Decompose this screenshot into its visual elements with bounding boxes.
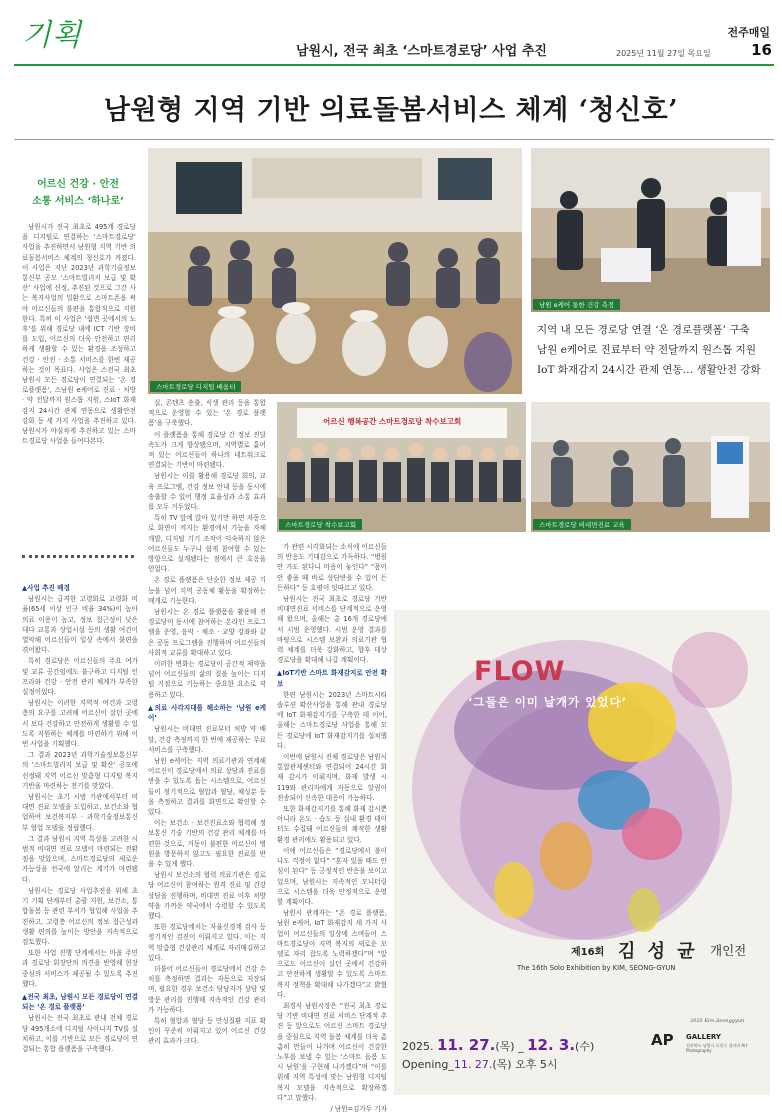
opening-label: Opening_ (402, 1058, 454, 1071)
body-column-1 (22, 580, 138, 1100)
body-paragraph: 실, 콘텐츠 송출, 식생 관리 등을 통합적으로 운영할 수 있는 ‘온 경로 플랫폼’을 구축했다. (148, 399, 266, 428)
body-paragraph: 남원시는 이를 활용해 경로당 회의, 교육 프로그램, 건강 정보 안내 등을 동시에 송출할 수 있어 행정 효율성과 소통 효과를 모두 거두었다. (148, 472, 266, 512)
poster-title: FLOW (474, 656, 566, 687)
body-paragraph: 그 결과 남원시 지역 특성을 고려한 시범적 비대면 진료 모델이 마련되는 전환점을 맞았으며, 스마트경로당의 새로운 가능성을 전국에 알리는 계기가 마련됐다. (22, 834, 138, 884)
poster-show-type: 개인전 (710, 943, 747, 958)
body-paragraph: 남원시는 급격한 고령화로 고령화 비율(65세 이상 인구 비율 34%)이 높아 의료 이용이 높고, 정보 접근성이 낮은 데다 교통과 상업시설 등의 생활 여건이 열악해 어르신들이 일상 속에서 불편을 겪어왔다. (22, 595, 138, 655)
photo-caption: 스마트경로당 착수보고회 (279, 519, 362, 530)
lead-text (22, 222, 136, 548)
body-paragraph: 남원시 관계자는 “온 경로 플랫폼, 남원 e케어, IoT 화재감지 세 가지 사업이 어르신들의 일상에 스며들어 스마트경로당이 지역 복지의 새로운 모델로 자리 잡도록 노력하겠다”며 “앞으로도 어르신이 살던 곳에서 건강하고 안전하게 생활할 수 있도록 스마트 복지 정책을 확대해 나가겠다”고 밝혔다. (277, 909, 387, 999)
poster-subtitle: ‘그들은 이미 날개가 있었다’ (468, 695, 627, 709)
body-paragraph: 남원시는 이러한 지역적 여건과 고령층의 요구를 고려해 어르신이 살던 곳에서 보다 건강하고 안전하게 생활할 수 있도록 지원하는 체계를 마련하기 위해 이번 사업을 기획했다. (22, 699, 138, 749)
period-prefix: 2025. (402, 1040, 434, 1053)
reporter-byline: / 남원=김가두 기자 (330, 1104, 387, 1113)
poster-edition: 제16회 (571, 947, 605, 958)
newspaper-name: 전주매일 (727, 26, 770, 39)
period-separator: _ (518, 1040, 524, 1053)
section-subhead: ▲IoT기반 스마트 화재감지로 안전 확보 (277, 669, 387, 688)
subhead-platform: 지역 내 모든 경로당 연결 ‘온 경로플랫폼’ 구축 (537, 324, 750, 336)
body-paragraph: 최경식 남원시장은 “전국 최초 경로당 기반 비대면 진료 서비스 단계적 추진 등 앞으로도 어르신 스마트 경로당을 중심으로 지역 돌봄 체계를 더욱 촘촘히 만들어 나가며 어르신이 건강한 노후를 보낼 수 있는 ‘스마트 돌봄 도시 남원’을 구현해 나가겠다”며 “이를 위해 지역 특성에 맞는 남원형 디지털 복지 모델을 지속적으로 확장하겠다”고 말했다. (277, 1001, 387, 1102)
body-paragraph: 가 관련 시각화되는 소식에 어르신들의 반응도 기대감으로 가득하다. “병원 안 가도 된다니 마음이 놓인다” “몸이 안 좋을 때 바로 상담받을 수 있어 든든하다” 등 호평이 잇따르고 있다. (277, 543, 387, 592)
body-paragraph: 또한 화재감지기를 통해 화재 감시뿐 아니라 온도 · 습도 등 실내 환경 데이터도 수집돼 어르신들의 쾌적한 생활 환경 관리에도 활용되고 있다. (277, 805, 387, 844)
photo-health-check (531, 148, 770, 312)
artist-signature: 2025 Kim,Seonggyun (690, 1018, 745, 1024)
body-paragraph: 남원시는 비대면 진료부터 처방 약 배달, 건강 측정까지 한 번에 제공하는 무료 서비스를 구축했다. (148, 725, 266, 754)
header-subtitle: 남원시, 전국 최초 ‘스마트경로당’ 사업 추진 (296, 44, 547, 59)
gallery-logo: AP (651, 1031, 674, 1049)
body-paragraph: 특히 혈압과 혈당 등 만성질환 지표 확인이 꾸준히 이뤄지고 있어 어르신 건강 관리 효과가 크다. (148, 1016, 266, 1046)
photo-caption: 남원 e케어 통한 건강 측정 (533, 299, 620, 310)
period-end: 12. 3. (527, 1036, 576, 1054)
lead-subhead-line-2: 소통 서비스 ‘하나로’ (32, 196, 124, 207)
gallery-address: 전라북도 남원시 요천로 갤러리 Art Photography (686, 1043, 748, 1053)
lead-subhead (22, 176, 134, 210)
body-paragraph: 이러한 변화는 경로당이 공간적 제약을 넘어 어르신들의 삶의 질을 높이는 디지털 거점으로 기능하는 중요한 요소로 작용하고 있다. (148, 660, 266, 699)
section-subhead: ▲의료 사각지대를 해소하는 ‘남원 e케어’ (148, 703, 266, 723)
exhibition-ad (394, 610, 770, 1095)
headline: 남원형 지역 기반 의료돌봄서비스 체계 ‘청신호’ (103, 95, 679, 126)
headline-rule (14, 139, 774, 140)
body-paragraph: 이에 어르신들은 “경로당에서 불이 나도 걱정이 없다” “혼자 있을 때도 안심이 된다” 등 긍정적인 반응을 보이고 있으며, 남원시는 지속적인 모니터링으로 시스템을 더욱 안정적으로 운영할 계획이다. (277, 846, 387, 906)
body-paragraph: 남원시 보건소의 협력 의료기관은 경로당 어르신이 참여하는 원격 진료 및 건강 상담을 진행하며, 비대면 진료 이후 처방 약을 가까운 약국에서 수령할 수 있도록 했다. (148, 871, 266, 920)
body-paragraph: 더불어 어르신들이 경로당에서 건강 수치를 측정하면 결과는 자동으로 저장되며, 필요한 경우 보건소 담당자가 상담 및 방문 관리를 진행해 지속적인 건강 관리가 가능하다. (148, 964, 266, 1014)
section-label: 기획 (22, 18, 82, 53)
kickoff-banner: 어르신 행복공간 스마트경로당 착수보고회 (323, 417, 462, 426)
header-rule (14, 64, 774, 66)
photo-digital-class-image (148, 148, 522, 394)
exhibition-period (402, 1036, 594, 1054)
section-subhead: ▲전국 최초, 남원시 모든 경로당이 연결되는 ‘온 경로 플랫폼’ (22, 992, 138, 1012)
body-paragraph: 한편 남원시는 2023년 스마트시티 솔루션 확산사업을 통해 관내 경로당에 IoT 화재감지기를 구축한 데 이어, 올해는 스마트경로당 사업을 통해 모든 경로당에 IoT 화재감지기를 설치했다. (277, 690, 387, 750)
body-paragraph: 남원시는 전국 최초로 경로당 기반 비대면진료 서비스를 단계적으로 운영해 왔으며, 올해는 총 16개 경로당에서 시범 운영했다. 시범 운영 결과를 바탕으로 시스템 보완과 의료기관 협력 체계를 더욱 강화하고, 향후 대상 경로당을 확대해 나갈 계획이다. (277, 595, 387, 665)
period-end-day: (수) (575, 1040, 595, 1053)
lead-subhead-line-1: 어르신 건강 · 안전 (37, 179, 119, 190)
body-paragraph: 이는 보건소 · 보건진료소와 협력해 정보통신 기술 기반의 건강 관리 체계를 마련한 것으로, 거동이 불편한 어르신이 병원을 방문하지 않고도 필요한 진료를 받을 수 있게 했다. (148, 819, 266, 868)
opening-date: 11. 27. (453, 1058, 493, 1071)
photo-digital-class (148, 148, 522, 394)
period-start: 11. 27. (437, 1036, 496, 1054)
period-start-day: (목) (495, 1040, 515, 1053)
gallery-name: GALLERY (686, 1033, 721, 1041)
photo-remote-care-training-image (531, 402, 770, 532)
body-paragraph: 남원시는 온 경로 플랫폼을 활용해 전 경로당이 동시에 참여하는 온라인 프로그램을 운영, 음악 · 체조 · 교양 강좌와 같은 공동 프로그램을 진행하며 어르신들의 사회적 교류를 확대하고 있다. (148, 608, 266, 657)
body-paragraph: 이 플랫폼을 통해 경로당 간 정보 전달 속도가 크게 향상됐으며, 지역별로 흩어져 있는 어르신들이 하나의 네트워크로 연결되는 기반이 마련됐다. (148, 430, 266, 470)
page-number: 16 (751, 41, 772, 59)
body-paragraph: 남원시는 경로당 사업추진을 위해 초기 기획 단계부터 총괄 지원, 보건소, 통합돌봄 등 관련 부서가 협업해 사업을 추진하고, 고령층 어르신의 정보 접근성과 생활 편의를 높이는 방안을 지속적으로 검토했다. (22, 886, 138, 946)
body-paragraph: 특히 경로당은 어르신들의 주요 여가 및 교류 공간임에도 불구하고 디지털 인프라와 건강 · 안전 관리 체계가 부족한 실정이었다. (22, 657, 138, 697)
opening-time: (목) 오후 5시 (492, 1058, 558, 1071)
section-subhead: ▲사업 추진 배경 (22, 584, 70, 592)
photo-kickoff-meeting (277, 402, 526, 532)
body-column-3 (277, 542, 387, 1113)
body-paragraph: 특히 TV 앞에 앉아 있기만 하면 자동으로 화면이 켜지는 환경에서 기능을 자체 개발, 디지털 기기 조작이 익숙하지 않은 어르신들도 누구나 쉽게 참여할 수 있는 방향으로 설계됐다는 점에서 큰 호응을 얻었다. (148, 514, 266, 574)
body-paragraph: 또한 경로당에서는 자율신경계 검사 등 정기적인 검진이 이뤄지고 있다. 이는 지역 맞춤형 건강관리 체계로 자리매김하고 있다. (148, 923, 266, 962)
body-paragraph: 또한 사업 진행 단계에서는 마을 주민과 경로당 회장단의 의견을 반영해 현장 중심의 서비스가 제공될 수 있도록 추진했다. (22, 949, 138, 988)
body-paragraph: 그 결과 2023년 과학기술정보통신부의 ‘스마트빌리지 보급 및 확산’ 공모에 선정돼 지역 어르신 맞춤형 디지털 복지 기반을 마련하는 전기를 맞았다. (22, 751, 138, 790)
body-paragraph: 이번에 남원시 전체 경로당은 남원시 통합관제센터와 연결되어 24시간 화재 감시가 이뤄지며, 화재 발생 시 119와 관리자에게 자동으로 알림이 전송되어 신속한 대응이 가능하다. (277, 753, 387, 802)
dotted-divider (22, 555, 134, 559)
subhead-ecare: 남원 e케어로 진료부터 약 전달까지 원스톱 지원 (537, 344, 756, 356)
lead-paragraph: 남원시가 전국 최초로 495개 경로당을 디지털로 연결하는 ‘스마트경로당’ 사업을 추진하면서 남원형 지역 기반 의료돌봄서비스 체계의 청신호가 켜졌다. 이 사업은 지난 2023년 과학기술정보통신부 공모 ‘스마트빌리지 보급 및 확산’ 사업에 선정, 추진된 것으로 그간 사는 복지사업의 일환으로 스마트폰을 써야 어르신들의 불편을 통합적으로 지원한다. 특히 이 사업은 ‘쉽면 곳에서의 노후’를 위해 경로당 내에 ICT 기반 장비를 도입, 어르신의 더욱 안전하고 편리하게 생활할 수 있는 환경을 조성하고 건강 · 안전 · 소통 서비스를 한번 제공하는 것이 목표다. 사업은 스전국 최초 남원시 모든 경로당이 연결되는 ‘온 경로플랫폼’, 스남원 e케어로 진료 · 처방 · 약 전달까지 원스톱 지원, 스IoT 화재감지 24시간 관제 연동으로 생활안전 강화 등 세 가지 사업을 추진하고 있다. 남원시가 야심차게 추진하고 있는 스마트경로당 사업을 들여다본다. (22, 223, 136, 446)
poster-subtitle-en: The 16th Solo Exhibition by KIM, SEONG-GYUN (517, 964, 676, 972)
body-column-2 (148, 398, 266, 1100)
body-paragraph: 남원 e케어는 지역 의료기관과 연계해 어르신이 경로당에서 의료 상담과 진료를 받을 수 있도록 돕는 시스템으로, 어르신들이 정기적으로 혈압과 혈당, 체성분 등을 측정하고 결과를 화면으로 확인할 수 있다. (148, 756, 266, 816)
exhibition-opening (402, 1056, 557, 1072)
photo-caption: 스마트경로당 디지털 배움터 (150, 381, 241, 392)
issue-date: 2025년 11월 27일 목요일 (616, 49, 711, 58)
photo-remote-care-training (531, 402, 770, 532)
body-paragraph: 남원시는 초기 시범 기관에서부터 비대면 진료 모델을 도입하고, 보건소와 협업하여 보건복지부 · 과학기술정보통신부 협업 모델을 정립했다. (22, 793, 138, 832)
photo-caption: 스마트경로당 비대면진료 교육 (533, 519, 631, 530)
photo-health-check-image (531, 148, 770, 312)
body-paragraph: 온 경로 플랫폼은 단순한 정보 제공 기능을 넘어 지역 공동체 활동을 확장하는 매개로 기능한다. (148, 576, 266, 605)
subhead-iot: IoT 화재감지 24시간 관제 연동… 생활안전 강화 (537, 364, 761, 376)
poster-artist: 김 성 균 (618, 941, 698, 962)
body-paragraph: 남원시는 전국 최초로 관내 전체 경로당 495개소에 디지털 사이니지 TV를 설치하고, 이를 기반으로 모든 경로당이 연결되는 통합 플랫폼을 구축했다. (22, 1014, 138, 1053)
